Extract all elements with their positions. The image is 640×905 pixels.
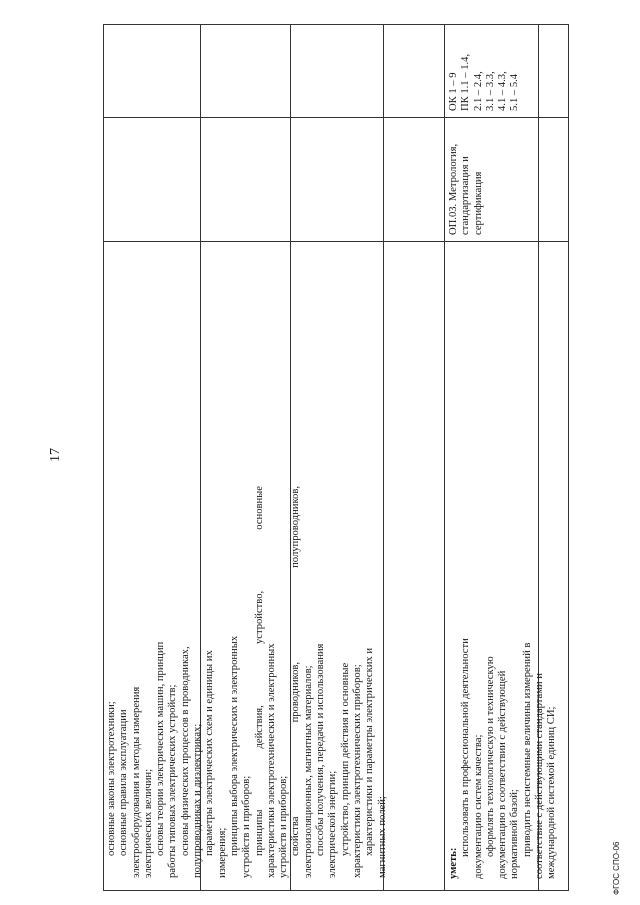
competence-code: ПК 1.1 – 1.4, xyxy=(460,53,472,111)
knowledge-line: работы типовых электрических устройств; xyxy=(167,684,179,878)
competence-code: 2.1 – 2.4, xyxy=(472,71,484,111)
knowledge-line: магнитных полей; xyxy=(376,796,388,878)
knowledge-line: полупроводниках и диэлектриках; xyxy=(192,723,204,878)
skill-line: приводить несистемные величины измерений в xyxy=(521,642,533,857)
knowledge-line: характеристики электротехнических приборов; xyxy=(351,664,363,878)
knowledge-line: устройство, принцип действия и основные xyxy=(339,662,351,856)
competence-code: 4.1 – 4.3, xyxy=(497,71,509,111)
knowledge-line: устройств и приборов; xyxy=(278,775,290,878)
knowledge-line: свойства проводников, полупроводников, xyxy=(290,486,302,856)
discipline-cell xyxy=(446,121,566,239)
knowledge-line: способы получения, передачи и использования xyxy=(315,643,327,856)
competence-code: ОК 1 – 9 xyxy=(448,72,459,111)
knowledge-line: основы физических процессов в проводниках, xyxy=(179,646,191,856)
knowledge-line: характеристики и параметры электрических и xyxy=(364,647,376,856)
competence-codes-cell xyxy=(446,25,566,115)
knowledge-line: электрической энергии; xyxy=(327,770,339,878)
knowledge-line: основные правила эксплуатации xyxy=(118,709,130,856)
footer-code: ФГОС СПО-06 xyxy=(612,841,621,895)
competence-code: 3.1 – 3.3, xyxy=(484,71,496,111)
knowledge-line: измерения; xyxy=(216,827,228,878)
discipline-name: ОП.03. Метрология, стандартизация и сертификация xyxy=(448,143,484,235)
knowledge-line: основы теории электрических машин, принцип xyxy=(155,641,167,856)
skill-line: международной системой единиц СИ; xyxy=(546,706,558,879)
skills-heading: уметь: xyxy=(448,847,459,879)
knowledge-line: принципы выбора электрических и электронных xyxy=(228,635,240,856)
skill-line: нормативной базой; xyxy=(509,789,521,879)
page-number: 17 xyxy=(48,448,63,462)
skill-line: соответствие с действующими стандартами и xyxy=(534,673,546,879)
knowledge-line: электроизоляционных, магнитных материалов; xyxy=(302,665,314,878)
skills-block xyxy=(446,483,568,883)
knowledge-line: электрооборудования и методы измерения xyxy=(130,686,142,878)
competence-code: 5.1 – 5.4 xyxy=(509,73,521,111)
knowledge-line: устройств и приборов; xyxy=(241,775,253,878)
skill-line: документацию в соответствии с действующей xyxy=(497,670,509,879)
knowledge-line: основные законы электротехники; xyxy=(106,701,117,856)
skill-line: оформлять технологическую и техническую xyxy=(484,656,496,857)
skill-line: документацию систем качества; xyxy=(472,734,484,879)
skill-line: использовать в профессиональной деятельности xyxy=(460,638,472,857)
knowledge-line: принципы действия, устройство, основные xyxy=(253,486,265,856)
knowledge-line: параметры электрических схем и единицы их xyxy=(204,650,216,856)
knowledge-line: электрических величин; xyxy=(142,768,154,878)
knowledge-line: характеристики электротехнических и электронных xyxy=(265,643,277,878)
